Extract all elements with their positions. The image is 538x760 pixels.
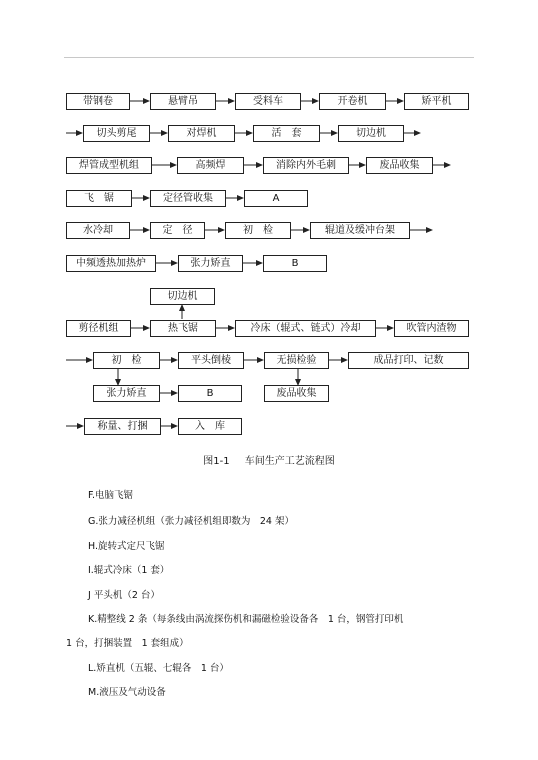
step-uncoiler: 开卷机 bbox=[319, 93, 386, 110]
step-leveler: 矫平机 bbox=[404, 93, 469, 110]
list-item-i: I.辊式冷床（1 套） bbox=[88, 565, 170, 576]
step-facing-chamfering: 平头倒棱 bbox=[178, 352, 244, 369]
step-butt-welder: 对焊机 bbox=[168, 125, 235, 142]
step-ndt: 无损检验 bbox=[264, 352, 329, 369]
step-flying-saw: 飞 锯 bbox=[66, 190, 132, 207]
step-roller-table: 辊道及缓冲台架 bbox=[310, 222, 410, 239]
step-warehousing: 入 库 bbox=[178, 418, 242, 435]
figure-caption bbox=[0, 452, 538, 467]
step-tension-straightening-2: 张力矫直 bbox=[93, 385, 160, 402]
step-scrap-collection: 废品收集 bbox=[366, 157, 433, 174]
list-item-j: J 平头机（2 台） bbox=[88, 590, 160, 601]
list-item-k-cont: 1 台，打捆装置 1 套组成） bbox=[66, 638, 189, 649]
figure-label: 图1-1 bbox=[203, 456, 230, 467]
connector-b-2: B bbox=[178, 385, 242, 402]
list-item-m: M.液压及气动设备 bbox=[88, 687, 166, 698]
list-item-f: F.电脑飞锯 bbox=[88, 490, 133, 501]
step-edge-trimmer-2: 切边机 bbox=[150, 288, 215, 305]
step-scrap-collection-2: 废品收集 bbox=[264, 385, 329, 402]
connector-a: A bbox=[244, 190, 308, 207]
step-receiving-car: 受料车 bbox=[235, 93, 301, 110]
step-hf-welding: 高频焊 bbox=[177, 157, 244, 174]
step-induction-furnace: 中频透热加热炉 bbox=[66, 255, 156, 272]
step-initial-inspection-2: 初 检 bbox=[93, 352, 160, 369]
step-steel-coil: 带钢卷 bbox=[66, 93, 130, 110]
step-reducing-mill: 剪径机组 bbox=[66, 320, 131, 337]
step-marking-counting: 成品打印、记数 bbox=[348, 352, 469, 369]
step-deburring: 消除内外毛刺 bbox=[263, 157, 349, 174]
step-edge-trimmer: 切边机 bbox=[338, 125, 404, 142]
step-looper: 活 套 bbox=[253, 125, 320, 142]
figure-title: 车间生产工艺流程图 bbox=[244, 456, 335, 467]
list-item-h: H.旋转式定尺飞锯 bbox=[88, 541, 165, 552]
connector-b: B bbox=[263, 255, 327, 272]
list-item-k: K.精整线 2 条（每条线由涡流探伤机和漏磁检验设备各 1 台，钢管打印机 bbox=[88, 614, 404, 625]
step-hot-flying-saw: 热飞锯 bbox=[150, 320, 216, 337]
list-item-g: G.张力减径机组（张力减径机组即数为 24 架） bbox=[88, 516, 294, 527]
step-blow-out: 吹管内渣物 bbox=[394, 320, 469, 337]
step-initial-inspection: 初 检 bbox=[225, 222, 291, 239]
step-tension-straightening: 张力矫直 bbox=[178, 255, 243, 272]
step-water-cooling: 水冷却 bbox=[66, 222, 130, 239]
step-cooling-bed: 冷床（辊式、链式）冷却 bbox=[235, 320, 376, 337]
step-sized-tube-collection: 定径管收集 bbox=[150, 190, 226, 207]
list-item-l: L.矫直机（五辊、七辊各 1 台） bbox=[88, 663, 229, 674]
step-jib-crane: 悬臂吊 bbox=[150, 93, 216, 110]
step-weighing-bundling: 称量、打捆 bbox=[84, 418, 161, 435]
step-crop-shear: 切头剪尾 bbox=[83, 125, 150, 142]
step-sizing: 定 径 bbox=[150, 222, 205, 239]
step-tube-forming-mill: 焊管成型机组 bbox=[66, 157, 152, 174]
